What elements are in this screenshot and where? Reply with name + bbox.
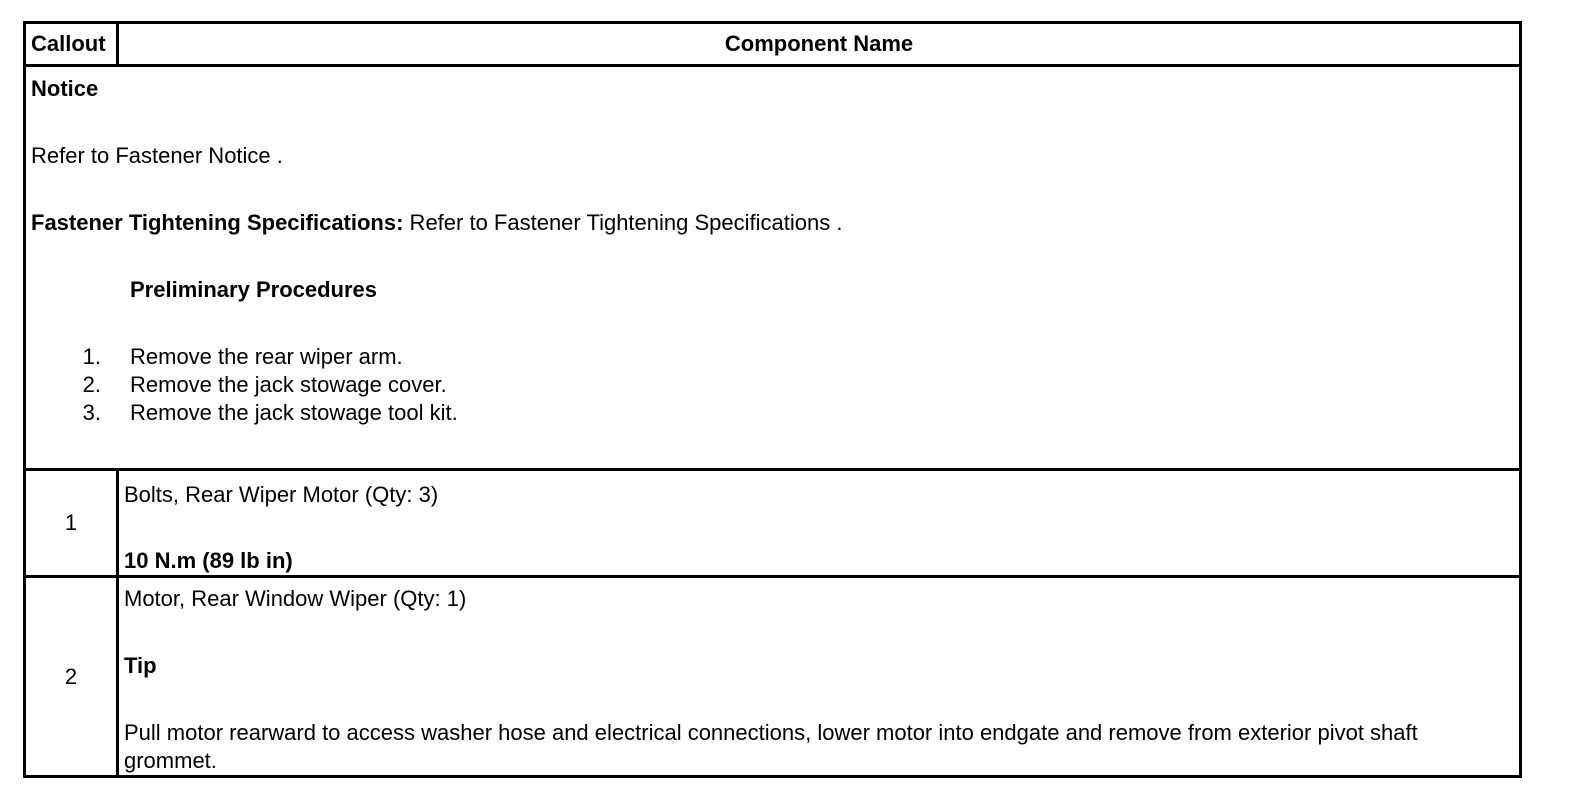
fastener-spec-label: Fastener Tightening Specifications:	[31, 210, 404, 235]
preliminary-steps-list	[26, 343, 1426, 427]
tip-label: Tip	[124, 653, 157, 678]
table-header-row	[26, 24, 1519, 64]
component-cell	[119, 578, 1519, 775]
step-number: 2.	[82, 372, 101, 397]
table-row	[26, 575, 1519, 775]
preliminary-procedures-title: Preliminary Procedures	[130, 277, 378, 302]
fastener-spec-text: Refer to Fastener Tightening Specifications .	[403, 210, 843, 235]
list-item	[26, 399, 1426, 427]
step-number: 1.	[82, 344, 101, 369]
callout-cell	[26, 578, 119, 775]
component-cell	[119, 471, 1519, 575]
notice-title: Notice	[31, 76, 99, 101]
callout-number: 2	[64, 663, 78, 689]
tip-text: Pull motor rearward to access washer hose and electrical connections, lower motor into endgate and remove from exterior pivot shaft grommet.	[124, 720, 1418, 773]
list-item	[26, 343, 1426, 371]
torque-spec: 10 N.m (89 lb in)	[124, 548, 293, 573]
fastener-notice-reference: Refer to Fastener Notice .	[31, 143, 283, 168]
step-text: Remove the jack stowage cover.	[130, 372, 447, 397]
fastener-spec-line	[31, 209, 842, 237]
component-name-header: Component Name	[724, 31, 914, 56]
step-text: Remove the rear wiper arm.	[130, 344, 403, 369]
callout-header: Callout	[26, 24, 119, 64]
callout-number: 1	[64, 510, 78, 535]
table-row	[26, 468, 1519, 575]
step-text: Remove the jack stowage tool kit.	[130, 400, 458, 425]
callout-cell	[26, 471, 119, 575]
notice-row	[26, 64, 1519, 468]
component-name: Motor, Rear Window Wiper (Qty: 1)	[124, 586, 467, 611]
component-table	[23, 21, 1522, 778]
step-number: 3.	[82, 400, 101, 425]
component-name: Bolts, Rear Wiper Motor (Qty: 3)	[124, 482, 439, 507]
list-item	[26, 371, 1426, 399]
